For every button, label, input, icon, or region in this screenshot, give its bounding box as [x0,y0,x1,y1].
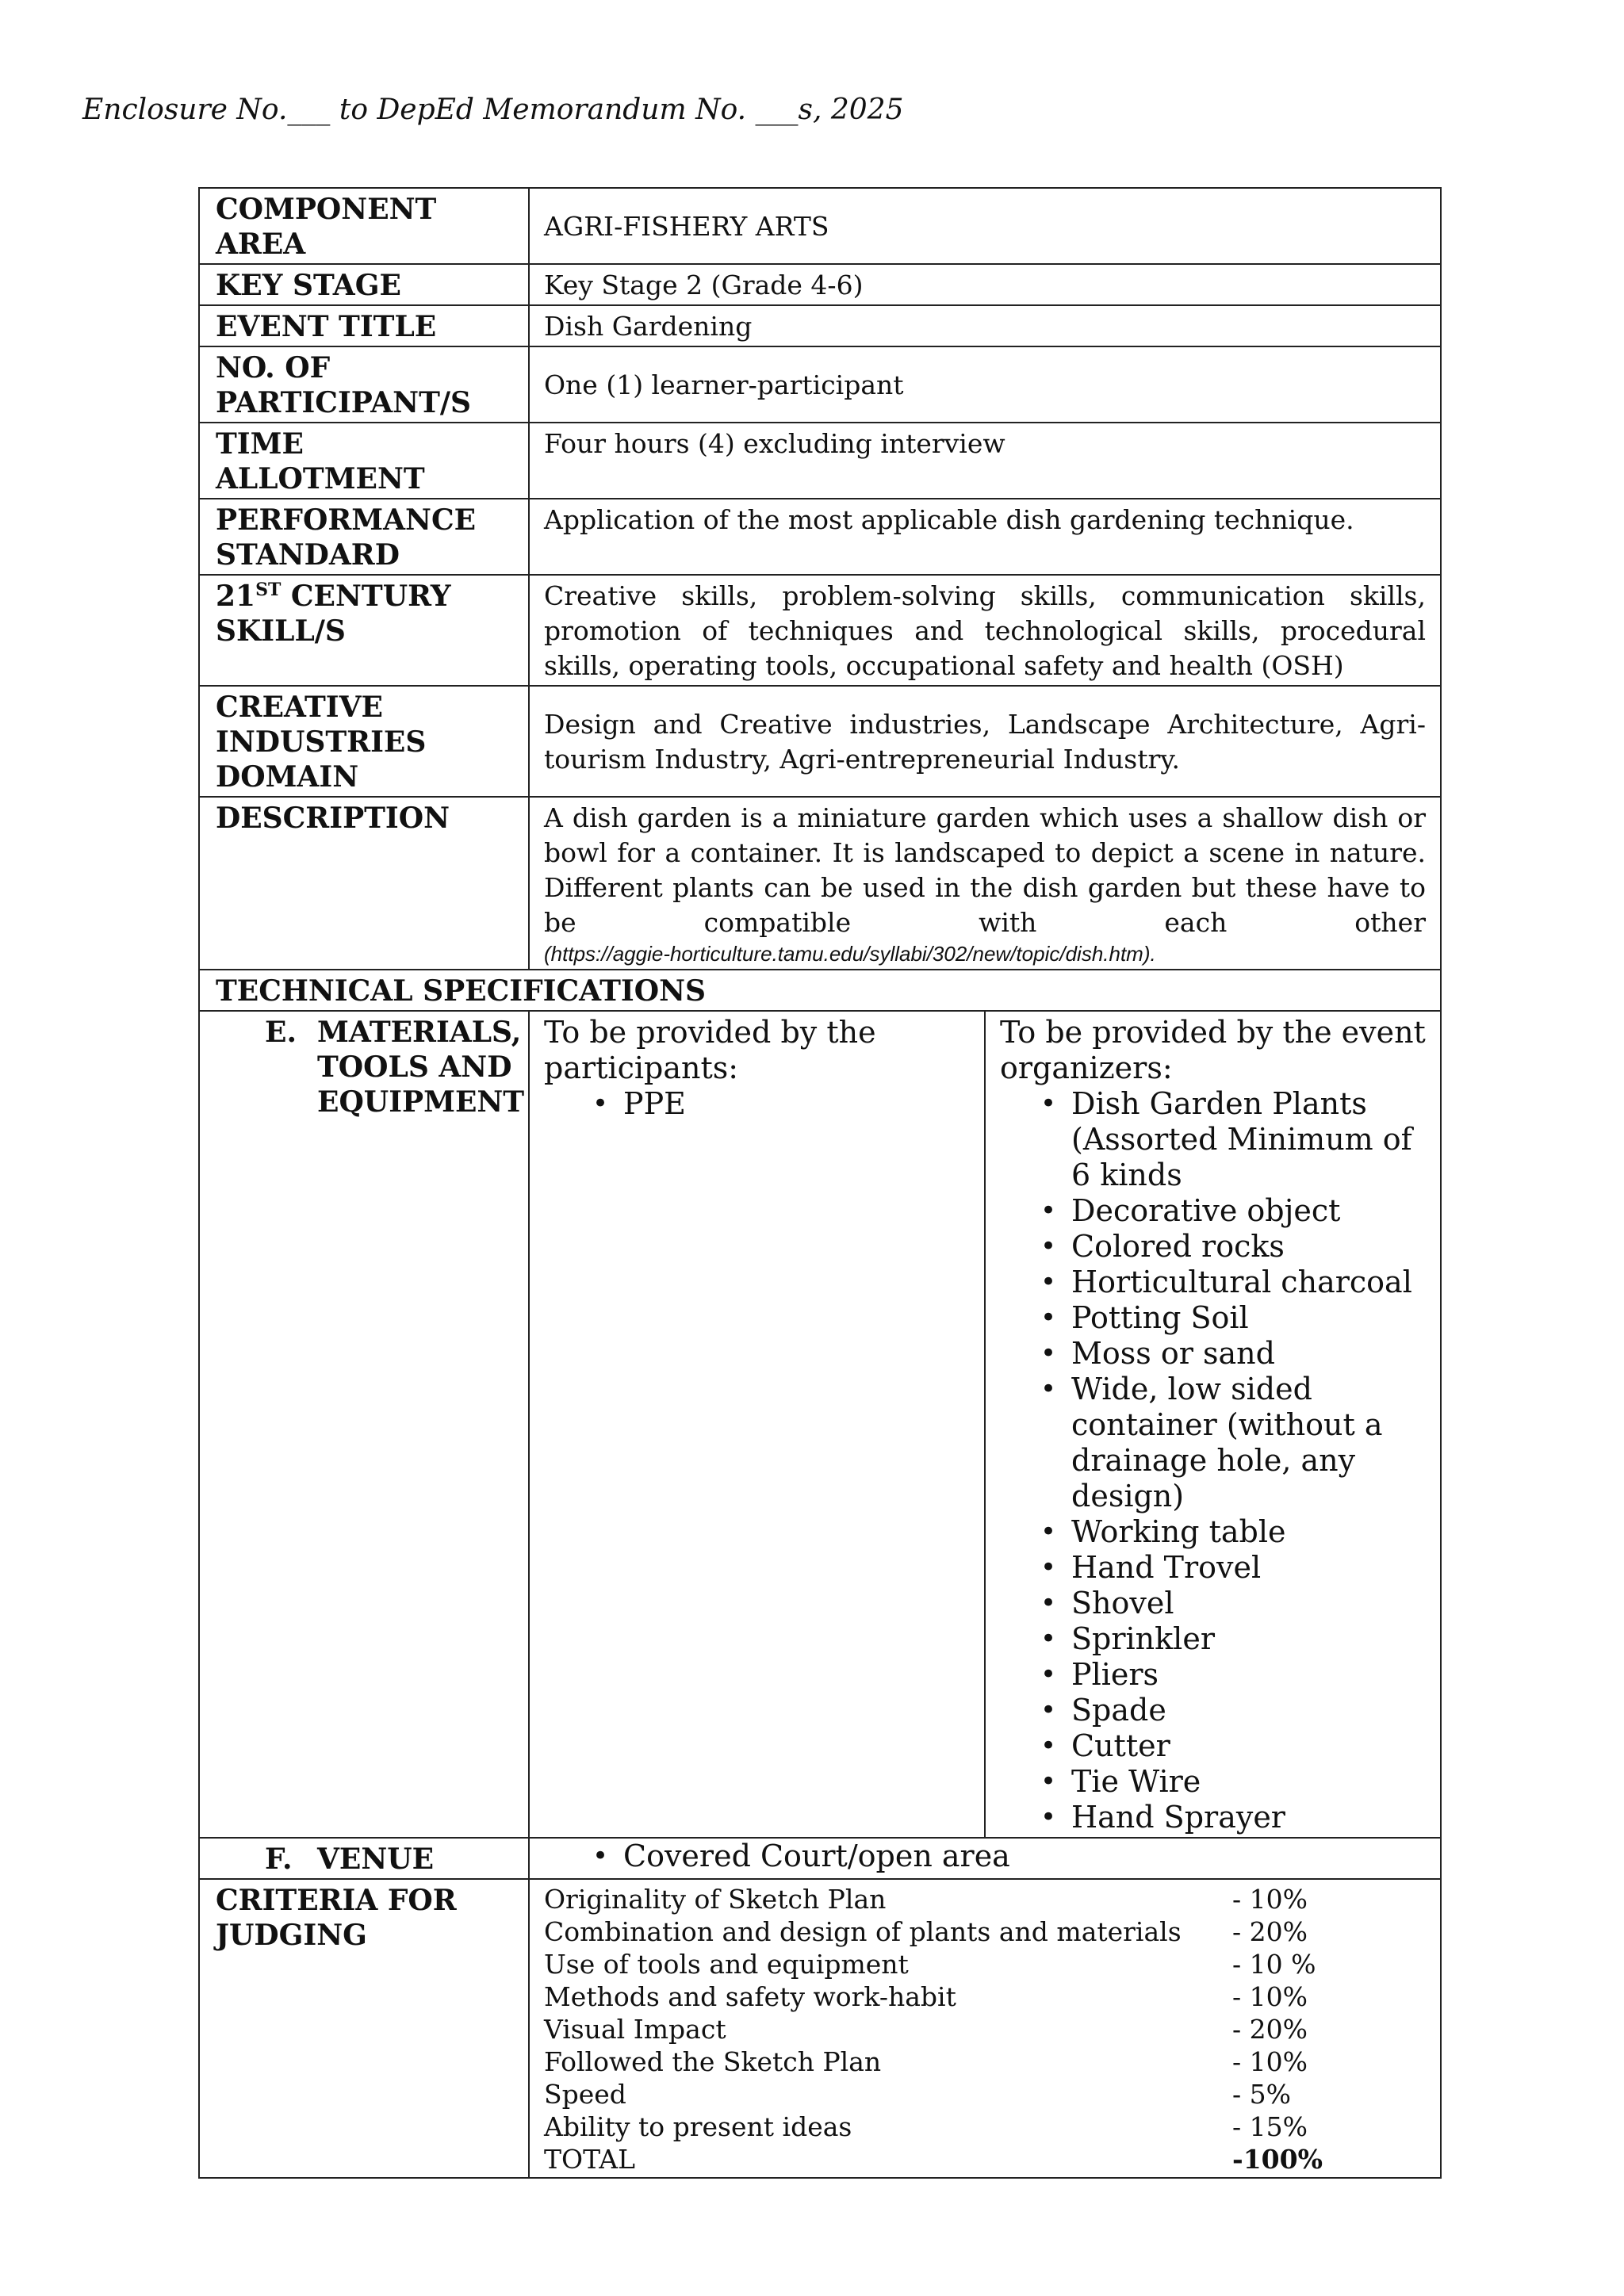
technical-specifications-label: TECHNICAL SPECIFICATIONS [199,970,1441,1011]
criteria-total-name: TOTAL [544,2144,636,2175]
bullet-icon: • [1040,1266,1057,1298]
venue-item-text: Covered Court/open area [623,1839,1010,1873]
venue-label-row [265,1842,514,1877]
bullet-icon: • [1040,1516,1057,1548]
organizers-material-item [1000,1086,1426,1193]
row-key-stage [199,264,1441,305]
century-skills-value: Creative skills, problem-solving skills, communication skills, promotion of techniques and technological skills, procedural skills, operating tools, occupational safety and health (OSH) [529,575,1441,686]
key-stage-value: Key Stage 2 (Grade 4-6) [529,264,1441,305]
materials-label: MATERIALS, TOOLS AND EQUIPMENT [317,1016,525,1119]
materials-label-row [265,1015,525,1119]
bullet-icon: • [1040,1623,1057,1655]
criteria-name: Use of tools and equipment [544,1949,909,1980]
component-area-label: COMPONENT AREA [199,188,529,264]
organizers-material-item-text: Dish Garden Plants (Assorted Minimum of 6 kinds [1071,1086,1412,1192]
organizers-material-item-text: Wide, low sided container (without a drainage hole, any design) [1071,1372,1383,1513]
organizers-material-item-text: Hand Sprayer [1071,1800,1285,1835]
bullet-icon: • [1040,1230,1057,1262]
organizers-material-item [1000,1229,1426,1265]
criteria-row [544,2110,1337,2143]
organizers-material-item-text: Shovel [1071,1586,1174,1621]
organizers-material-item [1000,1586,1426,1621]
venue-label-cell [199,1838,529,1879]
participants-material-item [544,1086,970,1122]
organizers-material-item [1000,1372,1426,1514]
bullet-icon: • [1040,1195,1057,1226]
row-time-allotment [199,423,1441,499]
criteria-row [544,1883,1337,1915]
event-title-label: EVENT TITLE [199,305,529,346]
criteria-total-row [544,2143,1337,2175]
century-skills-label-num: 21 [216,580,256,613]
criteria-name: Combination and design of plants and materials [544,1916,1182,1947]
organizers-material-item [1000,1336,1426,1372]
time-allotment-value: Four hours (4) excluding interview [529,423,1441,499]
row-creative-industries [199,686,1441,797]
century-skills-label-sup: ST [255,580,282,600]
criteria-percent: - 10% [1232,1981,1308,2012]
bullet-icon: • [1040,1801,1057,1833]
time-allotment-label: TIME ALLOTMENT [199,423,529,499]
row-performance-standard [199,499,1441,575]
criteria-total-percent: -100% [1232,2144,1323,2175]
criteria-row [544,2078,1337,2110]
row-participants [199,346,1441,423]
organizers-material-item-text: Sprinkler [1071,1621,1215,1656]
bullet-icon: • [1040,1730,1057,1762]
bullet-icon: • [1040,1373,1057,1405]
criteria-row [544,1948,1337,1980]
organizers-material-item [1000,1621,1426,1657]
row-venue [199,1838,1441,1879]
criteria-row [544,1915,1337,1948]
organizers-material-item-text: Decorative object [1071,1193,1341,1228]
event-spec-table [198,187,1442,2179]
organizers-material-item [1000,1657,1426,1693]
criteria-percent: - 15% [1232,2111,1308,2142]
organizers-provided-list [1000,1086,1426,1835]
criteria-row [544,1980,1337,2013]
century-skills-label-rest: CENTURY SKILL/S [216,580,451,648]
creative-industries-label: CREATIVE INDUSTRIES DOMAIN [199,686,529,797]
criteria-percent: - 10% [1232,2046,1308,2077]
criteria-name: Speed [544,2079,626,2110]
criteria-percent: - 10% [1232,1884,1308,1915]
bullet-icon: • [1040,1766,1057,1797]
bullet-icon: • [592,1840,609,1872]
venue-list [544,1839,1426,1874]
organizers-material-item-text: Spade [1071,1693,1166,1728]
bullet-icon: • [1040,1337,1057,1369]
participants-provided-cell [529,1011,985,1838]
bullet-icon: • [1040,1659,1057,1690]
organizers-material-item-text: Colored rocks [1071,1229,1285,1264]
criteria-label: CRITERIA FOR JUDGING [199,1879,529,2178]
organizers-material-item [1000,1800,1426,1835]
row-century-skills [199,575,1441,686]
criteria-name: Followed the Sketch Plan [544,2046,882,2077]
organizers-material-item [1000,1728,1426,1764]
criteria-row [544,2013,1337,2045]
criteria-name: Methods and safety work-habit [544,1981,956,2012]
organizers-material-item-text: Hand Trovel [1071,1550,1262,1585]
description-value: A dish garden is a miniature garden which uses a shallow dish or bowl for a container. It is landscaped to depict a scene in nature. Different plants can be used in the dish garden but these have to be compatible with each other [544,802,1426,938]
organizers-material-item-text: Potting Soil [1071,1300,1249,1335]
criteria-percent: - 20% [1232,1916,1308,1947]
organizers-provided-heading: To be provided by the event organizers: [1000,1015,1426,1085]
criteria-list [544,1883,1337,2175]
venue-value-cell [529,1838,1441,1879]
venue-item [544,1839,1426,1874]
creative-industries-value: Design and Creative industries, Landscape Architecture, Agri-tourism Industry, Agri-entrepreneurial Industry. [529,686,1441,797]
row-event-title [199,305,1441,346]
bullet-icon: • [1040,1552,1057,1583]
organizers-material-item [1000,1514,1426,1550]
venue-label: VENUE [317,1843,435,1876]
century-skills-label [199,575,529,686]
organizers-material-item-text: Horticultural charcoal [1071,1265,1412,1299]
criteria-name: Originality of Sketch Plan [544,1884,887,1915]
row-technical-specifications [199,970,1441,1011]
organizers-material-item [1000,1693,1426,1728]
row-component-area [199,188,1441,264]
enclosure-header: Enclosure No.___ to DepEd Memorandum No. ___s, 2025 [82,94,904,126]
organizers-material-item-text: Cutter [1071,1728,1170,1763]
participants-label: NO. OF PARTICIPANT/S [199,346,529,423]
row-criteria [199,1879,1441,2178]
criteria-name: Ability to present ideas [544,2111,852,2142]
participants-provided-list [544,1086,970,1122]
criteria-percent: - 20% [1232,2014,1308,2045]
key-stage-label: KEY STAGE [199,264,529,305]
organizers-material-item [1000,1193,1426,1229]
criteria-percent: - 10 % [1232,1949,1316,1980]
description-label: DESCRIPTION [199,797,529,970]
criteria-row [544,2045,1337,2078]
materials-letter: E. [265,1016,297,1049]
organizers-provided-cell [985,1011,1441,1838]
organizers-material-item [1000,1300,1426,1336]
organizers-material-item-text: Working table [1071,1514,1286,1549]
performance-standard-value: Application of the most applicable dish gardening technique. [529,499,1441,575]
event-title-value: Dish Gardening [529,305,1441,346]
participants-value: One (1) learner-participant [529,346,1441,423]
description-citation: (https://aggie-horticulture.tamu.edu/syllabi/302/new/topic/dish.htm). [544,942,1156,966]
materials-label-cell [199,1011,529,1838]
organizers-material-item-text: Pliers [1071,1657,1159,1692]
organizers-material-item [1000,1550,1426,1586]
row-materials [199,1011,1441,1838]
criteria-name: Visual Impact [544,2014,726,2045]
component-area-value: AGRI-FISHERY ARTS [529,188,1441,264]
participants-material-item-text: PPE [623,1086,686,1121]
participants-provided-heading: To be provided by the participants: [544,1015,876,1085]
bullet-icon: • [1040,1088,1057,1119]
organizers-material-item-text: Tie Wire [1071,1764,1201,1799]
bullet-icon: • [1040,1694,1057,1726]
description-cell [529,797,1441,970]
row-description [199,797,1441,970]
criteria-cell [529,1879,1441,2178]
performance-standard-label: PERFORMANCE STANDARD [199,499,529,575]
organizers-material-item-text: Moss or sand [1071,1336,1275,1371]
organizers-material-item [1000,1764,1426,1800]
venue-letter: F. [265,1843,293,1876]
organizers-material-item [1000,1265,1426,1300]
bullet-icon: • [1040,1587,1057,1619]
bullet-icon: • [592,1088,609,1119]
bullet-icon: • [1040,1302,1057,1334]
criteria-percent: - 5% [1232,2079,1291,2110]
